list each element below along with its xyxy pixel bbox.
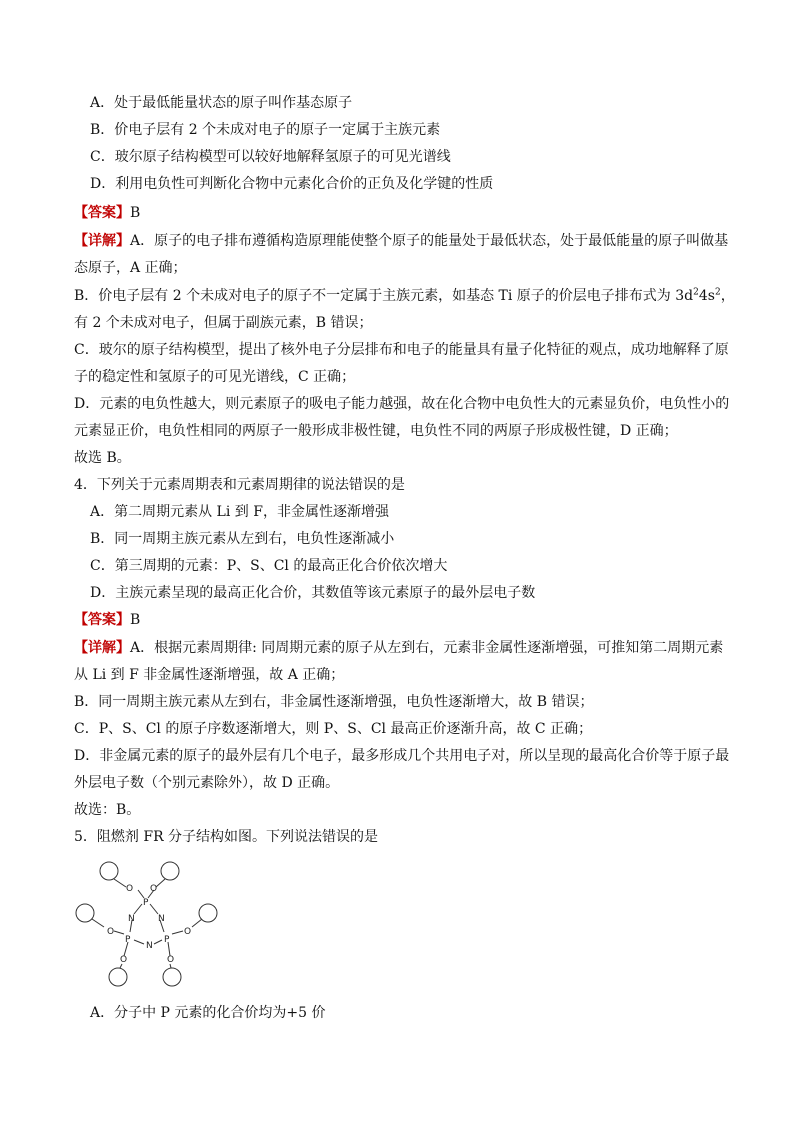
explain-text: 4s — [698, 288, 715, 304]
phenyl-ring — [163, 968, 181, 986]
q3-option-b: B．价电子层有 2 个未成对电子的原子一定属于主族元素 — [90, 122, 441, 138]
atom-label-o: O — [107, 927, 115, 937]
atom-label-o: O — [150, 884, 158, 894]
q4-explain-line-1 — [74, 638, 723, 658]
superscript: 2 — [714, 287, 721, 298]
q3-explain-line-6: 子的稳定性和氢原子的可见光谱线，C 正确； — [74, 369, 356, 385]
atom-label-p: P — [143, 898, 149, 908]
q3-option-d: D．利用电负性可判断化合物中元素化合价的正负及化学键的性质 — [90, 176, 494, 192]
atom-label-n: N — [146, 941, 153, 951]
phenyl-ring — [76, 904, 94, 922]
phenyl-ring — [109, 968, 127, 986]
q4-stem: 4．下列关于元素周期表和元素周期律的说法错误的是 — [74, 477, 405, 493]
explain-tag: 【详解】 — [74, 640, 130, 656]
q5-option-a: A．分子中 P 元素的化合价均为+5 价 — [90, 1005, 326, 1021]
explain-text: A．根据元素周期律: 同周期元素的原子从左到右，元素非金属性逐渐增强，可推知第二周期元素 — [130, 640, 724, 656]
atom-label-n: N — [128, 914, 135, 924]
q3-explain-line-8: 元素显正价，电负性相同的两原子一般形成非极性键，电负性不同的两原子形成极性键，D 正确； — [74, 423, 678, 439]
q3-explain-line-5: C．玻尔的原子结构模型，提出了核外电子分层排布和电子的能量具有量子化特征的观点，成功地解释了原 — [74, 342, 729, 358]
answer-value: B — [130, 612, 141, 628]
q3-explain-line-2: 态原子，A 正确； — [74, 260, 187, 276]
atom-label-o: O — [126, 884, 134, 894]
q3-explain-line-3 — [74, 286, 735, 306]
superscript: 2 — [693, 287, 699, 298]
explain-text: ， — [720, 288, 735, 304]
q4-explain-line-2: 从 Li 到 F 非金属性逐渐增强，故 A 正确； — [74, 667, 345, 683]
q5-stem: 5．阻燃剂 FR 分子结构如图。下列说法错误的是 — [74, 829, 379, 845]
q3-explain-line-1 — [74, 231, 728, 251]
q4-option-b: B．同一周期主族元素从左到右，电负性逐渐减小 — [90, 531, 395, 547]
explain-text: B．价电子层有 2 个未成对电子的原子不一定属于主族元素，如基态 Ti 原子的价层电子排布式为 3d — [74, 288, 694, 304]
q3-explain-line-4: 有 2 个未成对电子，但属于副族元素，B 错误； — [74, 315, 373, 331]
q3-explain-line-7: D．元素的电负性越大，则元素原子的吸电子能力越强，故在化合物中电负性大的元素显负价，电负性小的 — [74, 396, 730, 412]
q4-explain-line-4: C．P、S、Cl 的原子序数逐渐增大，则 P、S、Cl 最高正价逐渐升高，故 C 正确； — [74, 721, 593, 737]
atom-label-o: O — [120, 955, 128, 965]
fr-molecule-structure — [66, 858, 236, 1003]
q4-explain-line-5: D．非金属元素的原子的最外层有几个电子，最多形成几个共用电子对，所以呈现的最高化合价等于原子最 — [74, 748, 730, 764]
phenyl-ring — [161, 862, 179, 880]
q4-explain-line-7: 故选：B。 — [74, 802, 141, 818]
q3-option-a: A．处于最低能量状态的原子叫作基态原子 — [90, 95, 353, 111]
q4-option-a: A．第二周期元素从 Li 到 F，非金属性逐渐增强 — [90, 504, 389, 520]
q3-answer — [74, 203, 140, 223]
explain-tag: 【详解】 — [74, 233, 130, 249]
q4-explain-line-3: B．同一周期主族元素从左到右，非金属性逐渐增强，电负性逐渐增大，故 B 错误； — [74, 694, 594, 710]
q4-option-d: D．主族元素呈现的最高正化合价，其数值等该元素原子的最外层电子数 — [90, 585, 536, 601]
phenyl-ring — [100, 862, 118, 880]
q4-answer — [74, 610, 140, 630]
atom-label-o: O — [167, 955, 175, 965]
answer-tag: 【答案】 — [74, 205, 130, 221]
atom-label-o: O — [184, 927, 192, 937]
atom-label-n: N — [158, 914, 165, 924]
answer-tag: 【答案】 — [74, 612, 130, 628]
q4-option-c: C．第三周期的元素：P、S、Cl 的最高正化合价依次增大 — [90, 558, 448, 574]
q4-explain-line-6: 外层电子数（个别元素除外），故 D 正确。 — [74, 775, 340, 791]
atom-label-p: P — [125, 935, 131, 945]
atom-label-p: P — [164, 935, 170, 945]
answer-value: B — [130, 205, 141, 221]
q3-explain-line-9: 故选 B。 — [74, 450, 131, 466]
explain-text: A．原子的电子排布遵循构造原理能使整个原子的能量处于最低状态，处于最低能量的原子叫做基 — [130, 233, 729, 249]
q3-option-c: C．玻尔原子结构模型可以较好地解释氢原子的可见光谱线 — [90, 149, 451, 165]
